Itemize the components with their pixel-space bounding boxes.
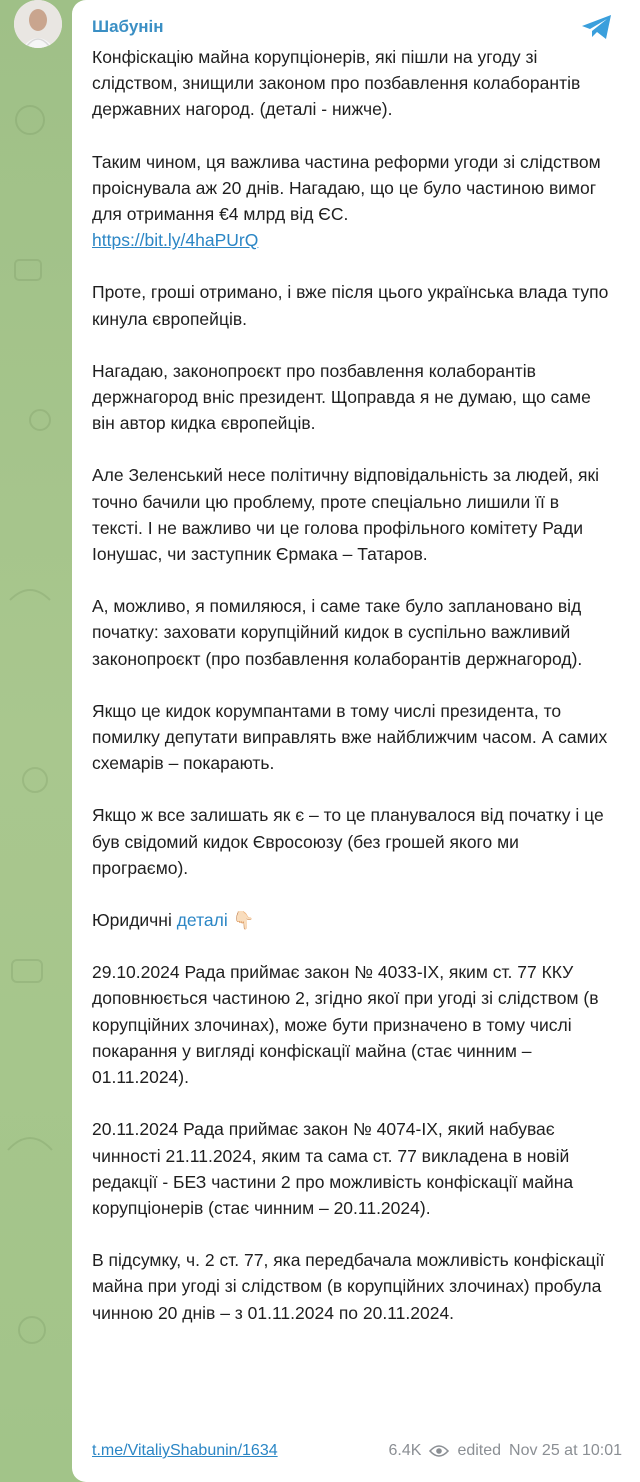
paragraph: Проте, гроші отримано, і вже після цього українська влада тупо кинула європейців.: [92, 282, 609, 329]
details-link[interactable]: деталі: [176, 910, 228, 931]
message-bubble: [72, 0, 640, 1482]
edited-label: edited: [457, 1442, 502, 1459]
paragraph: В підсумку, ч. 2 ст. 77, яка передбачала можливість конфіскації майна при угоді зі слідством (в корупційних злочинах) пробула чинною 20 днів – з 01.11.2024 по 20.11.2024.: [92, 1250, 605, 1323]
bitly-link[interactable]: https://bit.ly/4haPUrQ: [92, 230, 259, 251]
paragraph: Конфіскацію майна корупціонерів, які пішли на угоду зі слідством, знищили законом про позбавлення колаборантів державних нагород. (деталі - нижче).: [92, 47, 581, 120]
paragraph: Таким чином, ця важлива частина реформи угоди зі слідством проіснувала аж 20 днів. Нагадаю, що це було частиною вимог для отримання €4 млрд від ЄС. https://bit.ly/4haPUrQ: [92, 151, 601, 251]
message-meta: [389, 1442, 622, 1460]
paragraph: Юридичні деталі 👇🏻: [92, 910, 255, 931]
paragraph: Якщо це кидок корумпантами в тому числі президента, то помилку депутати виправлять вже найближчим часом. А самих схемарів – покарають.: [92, 700, 608, 774]
message-text: [92, 44, 614, 1326]
channel-avatar[interactable]: [14, 0, 62, 48]
telegram-icon[interactable]: [580, 13, 614, 41]
paragraph: Нагадаю, законопроєкт про позбавлення колаборантів держнагород вніс президент. Щоправда я не думаю, що саме він автор кидка європейців.: [92, 360, 591, 434]
pointing-down-emoji: 👇🏻: [232, 910, 255, 931]
paragraph: 29.10.2024 Рада приймає закон № 4033-IX, яким ст. 77 ККУ доповнюється частиною 2, згідно якої при угоді зі слідством (в корупційних злочинах), може бути призначено в тому числі покарання у вигляді конфіскації майна (стає чинним – 01.11.2024).: [92, 962, 599, 1088]
view-count: 6.4K: [388, 1442, 422, 1459]
paragraph: А, можливо, я помиляюся, і саме таке було заплановано від початку: заховати корупційний кидок в суспільно важливий законопроєкт (про позбавлення колаборантів держнагород).: [92, 596, 583, 669]
message-footer: [92, 1442, 622, 1460]
paragraph: 20.11.2024 Рада приймає закон № 4074-IX, який набуває чинності 21.11.2024, яким та сама ст. 77 викладена в новій редакції - БЕЗ частини 2 про можливість конфіскації майна корупціонерів (стає чинним – 20.11.2024).: [92, 1119, 574, 1218]
eye-icon: [429, 1444, 449, 1458]
message-header: [92, 10, 614, 44]
paragraph: Якщо ж все залишать як є – то це планувалося від початку і це був свідомий кидок Євросоюзу (без грошей якого ми програємо).: [92, 805, 604, 878]
paragraph: Але Зеленський несе політичну відповідальність за людей, які точно бачили цю проблему, проте спеціально лишили її в тексті. І не важливо чи це голова профільного комітету Ради Іонушас, чи заступник Єрмака – Татаров.: [92, 465, 599, 565]
post-link[interactable]: t.me/VitaliyShabunin/1634: [92, 1442, 278, 1459]
author-name[interactable]: Шабунін: [92, 17, 164, 36]
message-time: Nov 25 at 10:01: [509, 1442, 622, 1459]
